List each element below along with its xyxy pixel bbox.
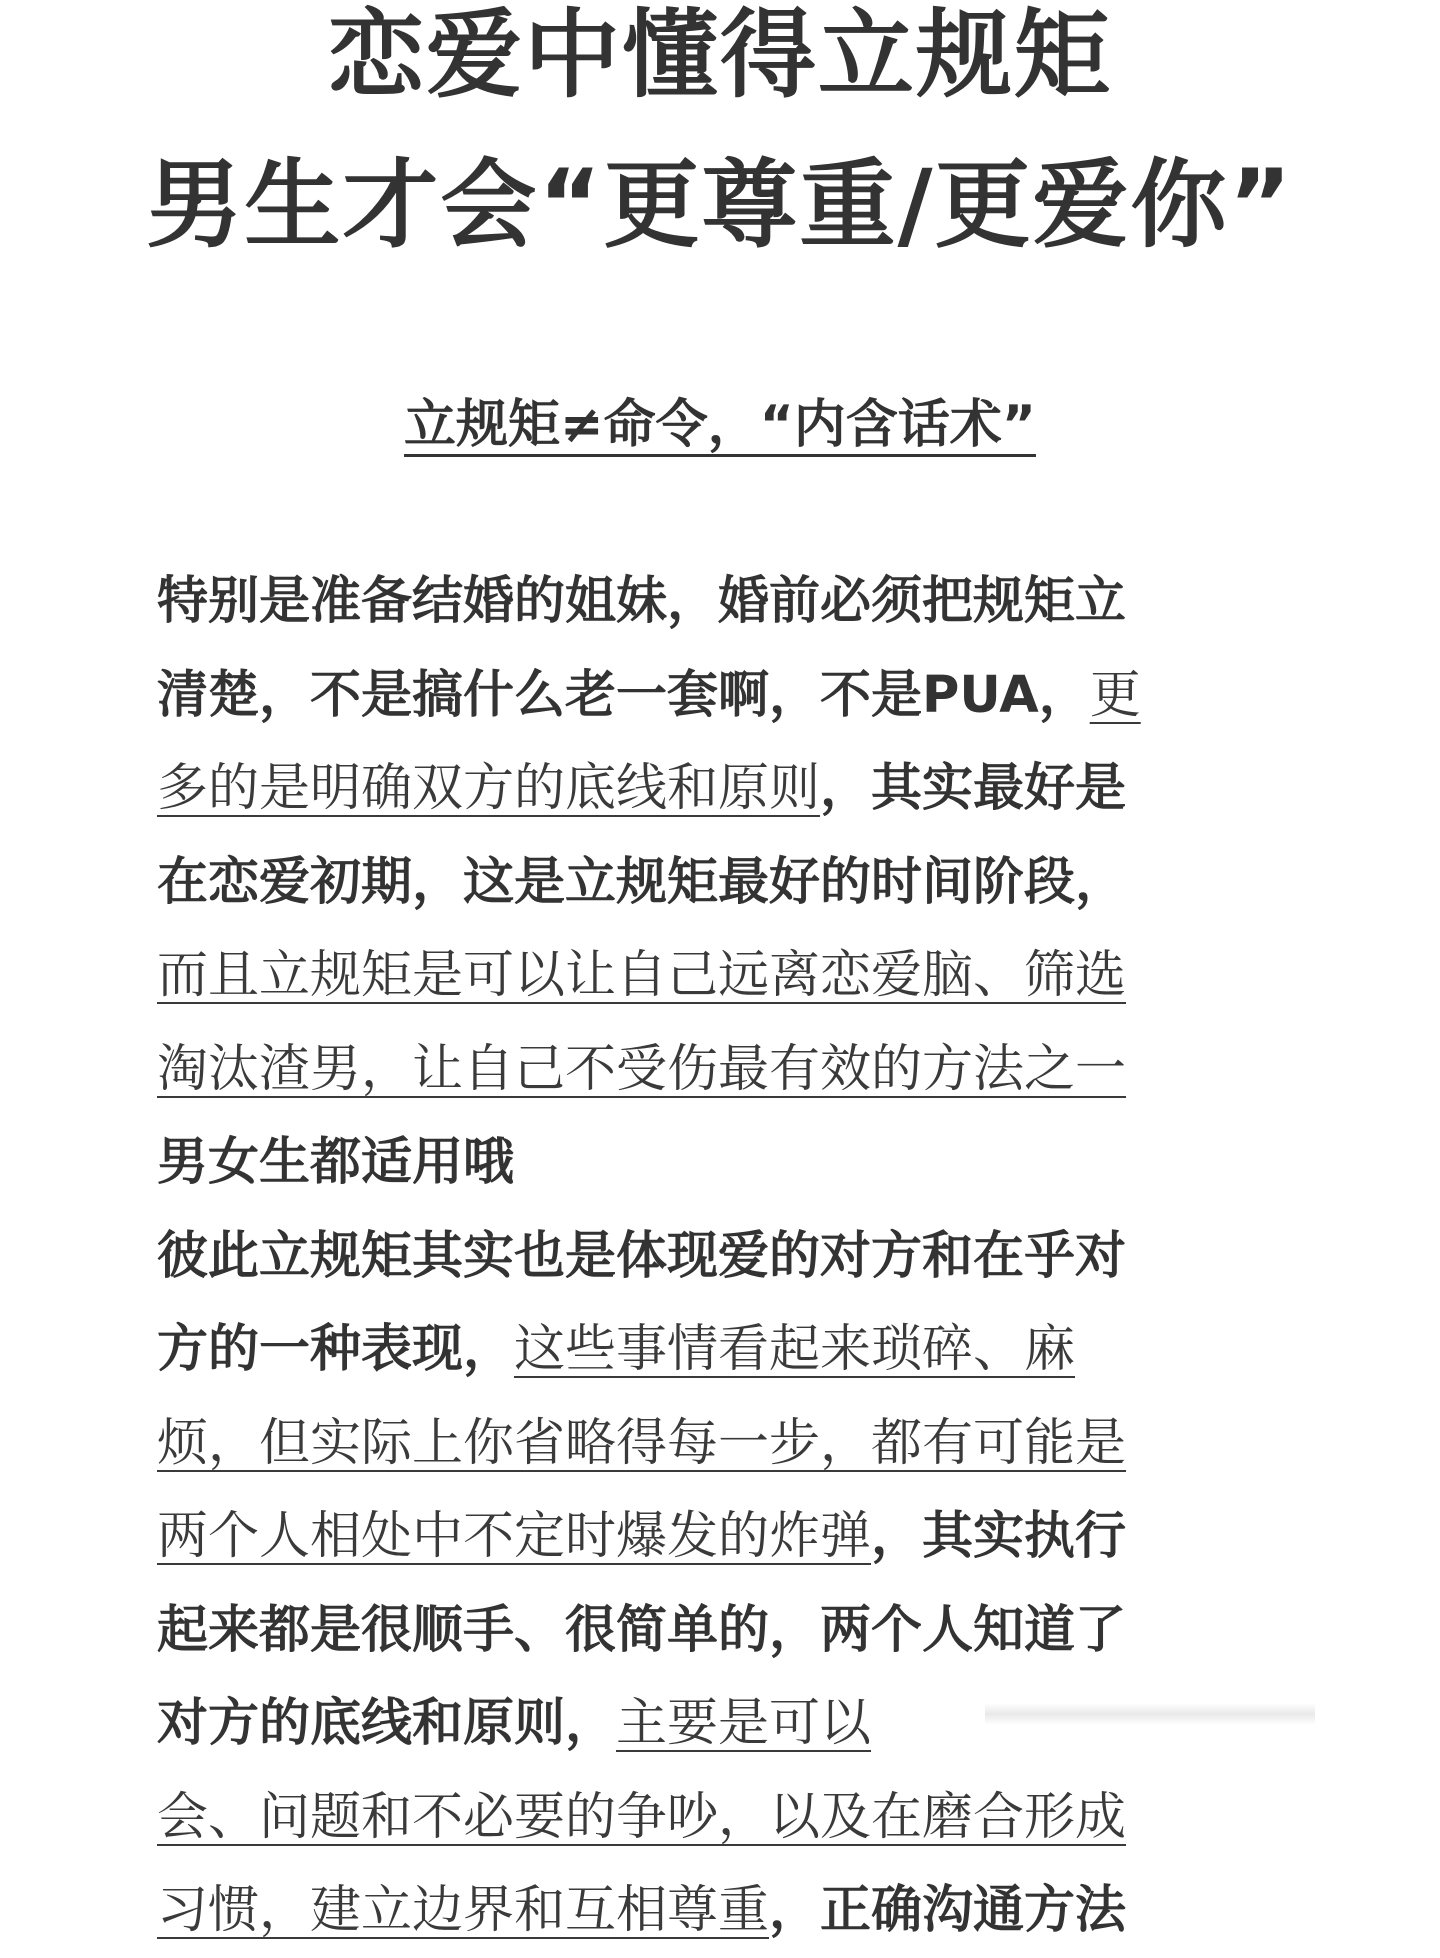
underlined-text: 主要是可以 [616, 1694, 872, 1753]
underlined-text: 淘汰渣男，让自己不受伤最有效的方法之一 [157, 1039, 1127, 1099]
body-line [157, 1023, 1297, 1117]
fade-shade [985, 1703, 1315, 1725]
underlined-text: 而且立规矩是可以让自己远离恋爱脑、筛选 [157, 946, 1127, 1005]
subtitle-text: 立规矩≠命令，“内含话术” [404, 395, 1036, 455]
underlined-text: 会、问题和不必要的争吵，以及在磨合形成 [157, 1787, 1127, 1847]
title-line-2: 男生才会“更尊重/更爱你” [146, 149, 1294, 261]
bold-text: ，其实最好是 [820, 759, 1127, 818]
body-line [157, 1116, 1297, 1210]
body-line [157, 1303, 1297, 1397]
body-line [157, 1771, 1297, 1865]
underlined-text: 习惯，建立边界和互相尊重 [157, 1881, 770, 1940]
underlined-text: 这些事情看起来琐碎、麻 [514, 1320, 1076, 1379]
bold-text: 男女生都适用哦 [157, 1133, 515, 1192]
underlined-text: 烦，但实际上你省略得每一步，都有可能是 [157, 1413, 1127, 1473]
body-line [157, 836, 1297, 930]
body-line [157, 1210, 1297, 1304]
body-line [157, 1490, 1297, 1584]
obscured-text-fade [985, 1665, 1315, 1760]
bold-text: 彼此立规矩其实也是体现爱的对方和在乎对 [157, 1226, 1127, 1286]
bold-text: 方的一种表现， [157, 1320, 515, 1379]
title-line-1: 恋爱中懂得立规矩 [328, 0, 1112, 111]
bold-text: 特别是准备结婚的姐妹，婚前必须把规矩立 [157, 572, 1127, 631]
body-line [157, 929, 1297, 1023]
bold-text: 在恋爱初期，这是立规矩最好的时间阶段， [157, 852, 1127, 912]
bold-text: ，正确沟通方法 [769, 1881, 1127, 1940]
body-line [157, 1397, 1297, 1491]
bold-text: 起来都是很顺手、很简单的，两个人知道了 [157, 1600, 1127, 1660]
bold-text: 对方的底线和原则， [157, 1694, 617, 1753]
bold-text: ，其实执行 [871, 1507, 1127, 1566]
body-line [157, 1584, 1297, 1678]
bold-text: 清楚，不是搞什么老一套啊，不是PUA， [157, 665, 1090, 725]
body-line [157, 742, 1297, 836]
underlined-text: 更 [1089, 665, 1141, 725]
body-line [157, 555, 1297, 649]
body-line [157, 1864, 1297, 1958]
body-line [157, 649, 1297, 743]
subtitle [0, 380, 1440, 470]
underlined-text: 两个人相处中不定时爆发的炸弹 [157, 1507, 872, 1566]
underlined-text: 多的是明确双方的底线和原则 [157, 759, 821, 818]
